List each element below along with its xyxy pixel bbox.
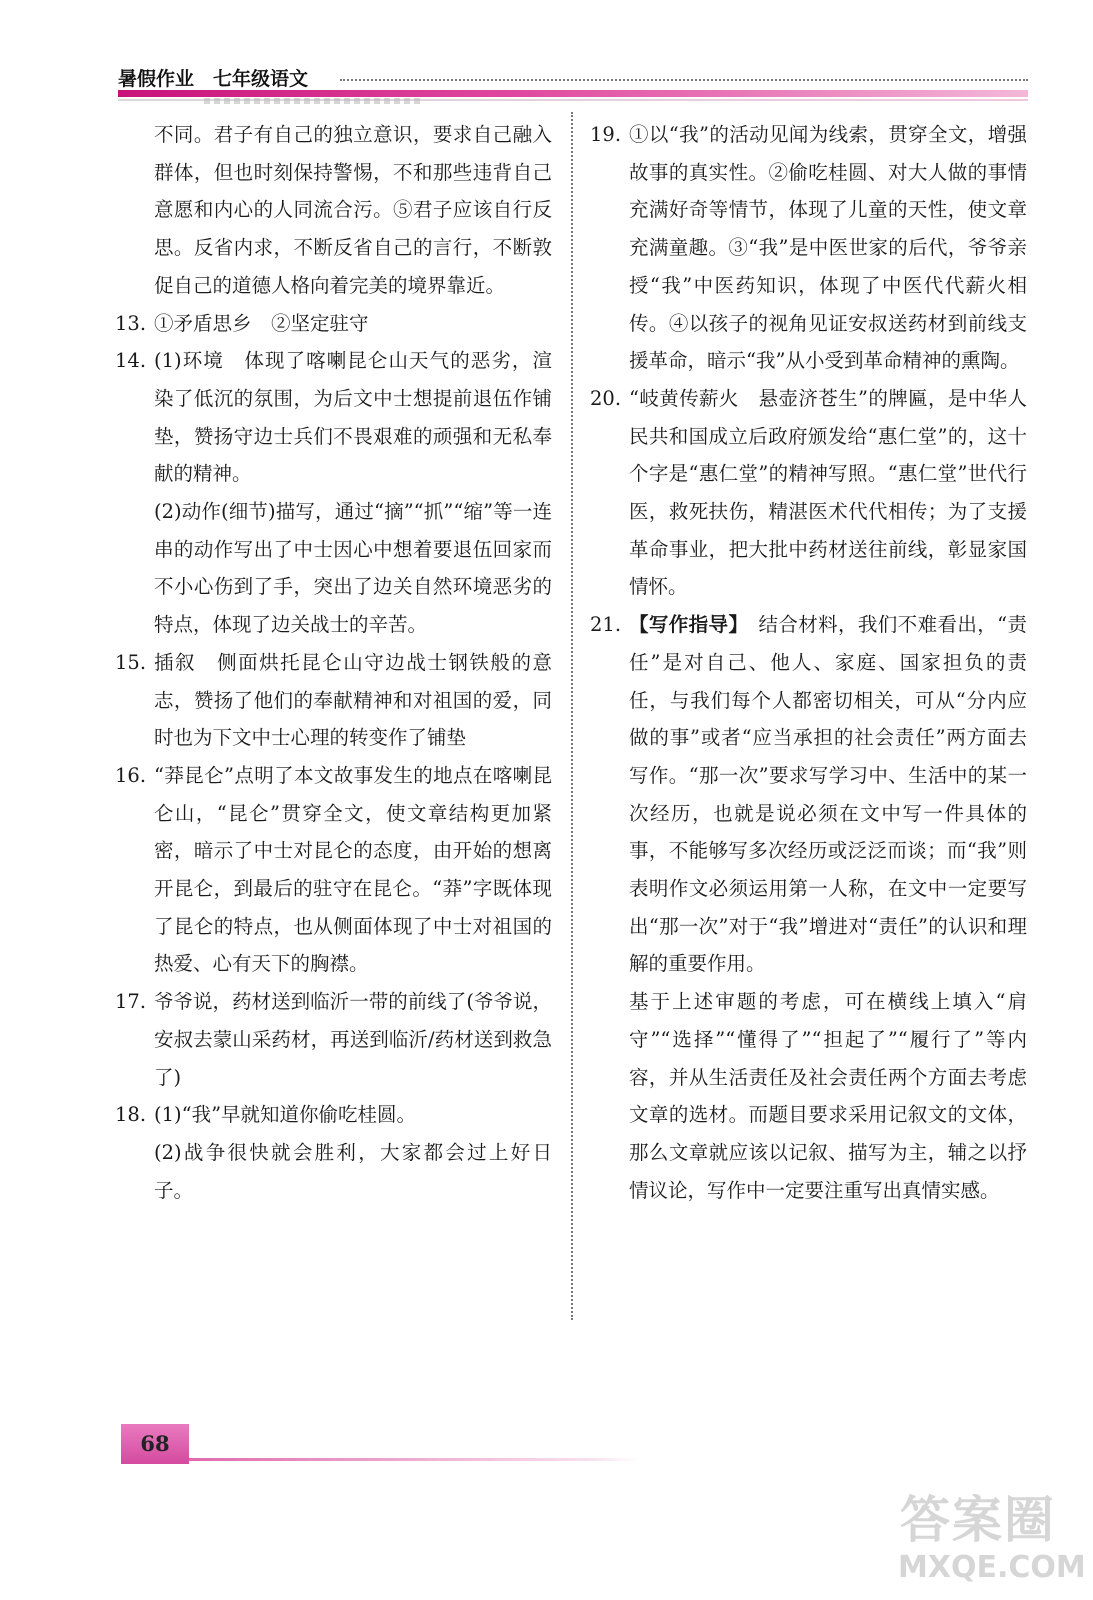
writing-guide-text: 结合材料，我们不难看出，“责任”是对自己、他人、家庭、国家担负的责任，与我们每个人都密切相关，可从“分内应做的事”或者“应当承担的社会责任”两方面去写作。“那一次”要求写学习中、生活中的某一次经历，也就是说必须在文中写一件具体的事，不能够写多次经历或泛泛而谈；而“我”则表明作文必须运用第一人称，在文中一定要写出“那一次”对于“我”增进对“责任”的认识和理解的重要作用。 — [629, 613, 1027, 976]
answer-number: 15. — [115, 650, 147, 674]
right-column — [590, 116, 1027, 1209]
watermark-logo — [890, 1480, 1086, 1590]
answer-number: 20. — [590, 386, 622, 410]
header-decorative-pattern — [204, 98, 424, 104]
answer-text: 爷爷说，药材送到临沂一带的前线了(爷爷说，安叔去蒙山采药材，再送到临沂/药材送到救急了) — [154, 990, 552, 1089]
answer-number: 17. — [115, 990, 147, 1014]
answer-text: ①矛盾思乡 ②坚定驻守 — [154, 311, 369, 335]
answer-12-continuation: 不同。君子有自己的独立意识，要求自己融入群体，但也时刻保持警惕，不和那些违背自己意愿和内心的人同流合污。⑤君子应该自行反思。反省内求，不断反省自己的言行，不断敦促自己的道德人格向着完美的境界靠近。 — [154, 123, 552, 297]
header-dotted-rule — [340, 79, 1028, 81]
answer-15 — [115, 644, 552, 757]
answer-18 — [115, 1096, 552, 1134]
footer-decorative-line — [189, 1458, 639, 1461]
answer-text: 插叙 侧面烘托昆仑山守边战士钢铁般的意志，赞扬了他们的奉献精神和对祖国的爱，同时也为下文中士心理的转变作了铺垫 — [154, 650, 552, 750]
page-number: 68 — [121, 1424, 189, 1464]
answer-text: “岐黄传薪火 悬壶济苍生”的牌匾，是中华人民共和国成立后政府颁发给“惠仁堂”的，这十个字是“惠仁堂”的精神写照。“惠仁堂”世代行医，救死扶伤，精湛医术代代相传；为了支援革命事业，把大批中药材送往前线，彰显家国情怀。 — [629, 386, 1027, 599]
answer-number: 21. — [590, 613, 622, 637]
watermark-text-cn: 答案圈 — [900, 1491, 1056, 1549]
answer-text: (1)“我”早就知道你偷吃桂圆。 — [154, 1103, 417, 1127]
answer-text: (1)环境 体现了喀喇昆仑山天气的恶劣，渲染了低沉的氛围，为后文中士想提前退伍作铺垫，赞扬守边士兵们不畏艰难的顽强和无私奉献的精神。 — [154, 349, 552, 486]
answer-number: 16. — [115, 763, 147, 787]
answer-text — [629, 606, 1027, 983]
column-divider — [571, 112, 573, 1320]
header-decorative-band — [118, 90, 1028, 97]
answer-17 — [115, 983, 552, 1096]
answer-number: 14. — [115, 349, 147, 373]
answer-text: ①以“我”的活动见闻为线索，贯穿全文，增强故事的真实性。②偷吃桂圆、对大人做的事情充满好奇等情节，体现了儿童的天性，使文章充满童趣。③“我”是中医世家的后代，爷爷亲授“我”中医药知识，体现了中医代代薪火相传。④以孩子的视角见证安叔送药材到前线支援革命，暗示“我”从小受到革命精神的熏陶。 — [629, 123, 1027, 373]
left-column — [115, 116, 552, 1209]
answer-14-part2: (2)动作(细节)描写，通过“摘”“抓”“缩”等一连串的动作写出了中士因心中想着要退伍回家而不小心伤到了手，突出了边关自然环境恶劣的特点，体现了边关战士的辛苦。 — [154, 500, 552, 637]
answer-number: 19. — [590, 123, 622, 146]
answer-14 — [115, 342, 552, 493]
answer-number: 18. — [115, 1103, 147, 1127]
answer-20 — [590, 380, 1027, 606]
answer-21 — [590, 606, 1027, 983]
header-title: 暑假作业 七年级语文 — [118, 68, 309, 90]
answer-19 — [590, 116, 1027, 380]
writing-guide-label: 【写作指导】 — [629, 613, 739, 637]
answer-text: “莽昆仑”点明了本文故事发生的地点在喀喇昆仑山，“昆仑”贯穿全文，使文章结构更加紧密，暗示了中士对昆仑的态度，由开始的想离开昆仑，到最后的驻守在昆仑。“莽”字既体现了昆仑的特点，也从侧面体现了中士对祖国的热爱、心有天下的胸襟。 — [154, 763, 552, 976]
watermark-text-en: MXQE.COM — [898, 1550, 1086, 1585]
answer-16 — [115, 757, 552, 983]
answer-18-part2: (2)战争很快就会胜利，大家都会过上好日子。 — [154, 1140, 552, 1202]
answer-21-para2: 基于上述审题的考虑，可在横线上填入“肩守”“选择”“懂得了”“担起了”“履行了”等内容，并从生活责任及社会责任两个方面去考虑文章的选材。而题目要求采用记叙文的文体，那么文章就应该以记叙、描写为主，辅之以抒情议论，写作中一定要注重写出真情实感。 — [629, 990, 1027, 1202]
page-header — [118, 60, 1028, 110]
answer-number: 13. — [115, 311, 147, 335]
answer-13 — [115, 305, 552, 343]
